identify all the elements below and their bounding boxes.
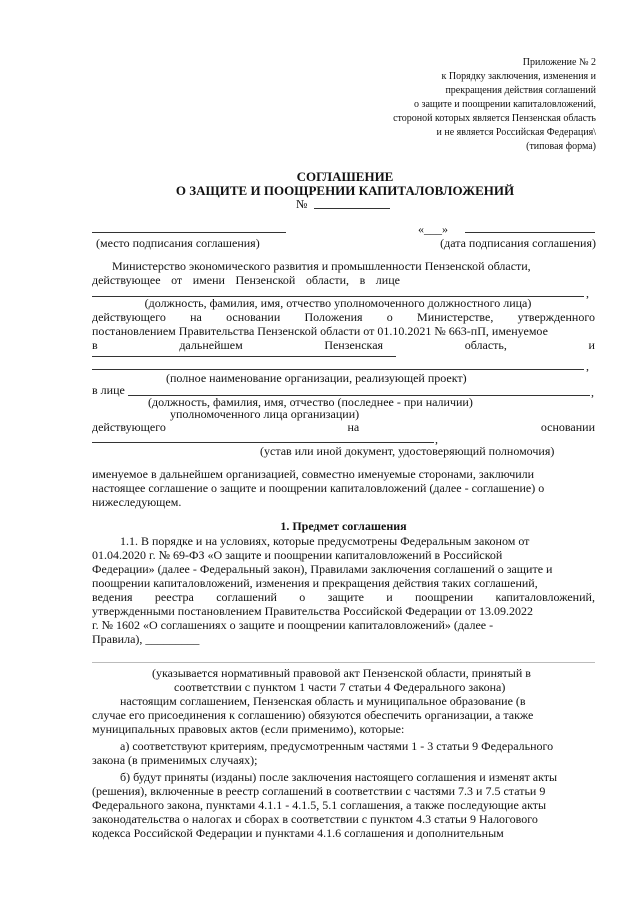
word: основании xyxy=(540,420,595,434)
charter-caption: (устав или иной документ, удостоверяющий полномочия) xyxy=(260,444,555,458)
text-line: настоящим соглашением, Пензенская область и муниципальное образование (в xyxy=(120,694,526,708)
text-line: настоящее соглашение о защите и поощрении капиталовложений (далее - соглашение) о xyxy=(92,481,545,495)
text-line: случае его присоединения к соглашению) обязуются обеспечить организации, а также xyxy=(92,708,534,722)
word: соглашений xyxy=(216,590,277,604)
word: основании xyxy=(226,310,281,324)
text-line-justified xyxy=(92,339,595,351)
list-item-b: законодательства о налогах и сборах в соответствии с пунктом 4.3 статьи 9 Налогового xyxy=(92,812,538,826)
org-blank xyxy=(92,369,584,370)
list-item-a: а) соответствуют критериям, предусмотренным частями 1 - 3 статьи 9 Федерального xyxy=(120,739,554,753)
person-caption: (должность, фамилия, имя, отчество (последнее - при наличии) xyxy=(148,395,473,409)
text-line-justified xyxy=(92,311,595,323)
official-caption: (должность, фамилия, имя, отчество уполномоченного должностного лица) xyxy=(144,296,532,310)
word: действующее xyxy=(92,273,161,287)
word: поощрении xyxy=(414,590,474,604)
word: область, xyxy=(464,338,507,352)
word: защите xyxy=(327,590,364,604)
word: лице xyxy=(375,273,400,287)
word: реестра xyxy=(154,590,194,604)
list-item-a: закона (в применимых случаях); xyxy=(92,753,258,767)
word: действующего xyxy=(92,310,166,324)
word: действующего xyxy=(92,420,166,434)
text-line: утвержденными постановлением Правительства Российской Федерации от 13.09.2022 xyxy=(92,604,533,618)
text-line: нижеследующем. xyxy=(92,495,182,509)
appendix-line: к Порядку заключения, изменения и xyxy=(441,71,596,82)
text-line: Министерство экономического развития и промышленности Пензенской области, xyxy=(112,259,531,273)
word: Пензенской xyxy=(235,273,296,287)
text-line: Федерации» (далее - Федеральный закон), Правилами заключения соглашений о защите и xyxy=(92,562,553,576)
text-line: 01.04.2020 г. № 69-ФЗ «О защите и поощрении капиталовложений в Российской xyxy=(92,548,503,562)
word: Министерстве, xyxy=(417,310,494,324)
comma: , xyxy=(591,385,594,399)
date-day-quote: «___» xyxy=(418,222,448,236)
section-heading: 1. Предмет соглашения xyxy=(280,519,407,533)
word: на xyxy=(347,420,360,434)
comma: , xyxy=(586,359,589,373)
in-person-label: в лице xyxy=(92,383,125,397)
charter-blank xyxy=(92,442,434,443)
appendix-line: о защите и поощрении капиталовложений, xyxy=(414,99,596,110)
list-item-b: б) будут приняты (изданы) после заключения настоящего соглашения и изменят акты xyxy=(120,770,558,784)
date-caption: (дата подписания соглашения) xyxy=(440,236,596,250)
word: и xyxy=(588,338,595,352)
list-item-b: Федерального закона, пунктами 4.1.1 - 4.1.5, 5.1 соглашения, а также последующие акты xyxy=(92,798,547,812)
comma: , xyxy=(435,432,438,446)
text-line: г. № 1602 «О соглашениях о защите и поощрении капиталовложений» (далее - xyxy=(92,618,494,632)
appendix-line: (типовая форма) xyxy=(526,141,596,152)
word: утвержденного xyxy=(517,310,595,324)
word: в xyxy=(92,338,98,352)
word: имени xyxy=(192,273,225,287)
text-line-justified xyxy=(92,421,595,433)
word: дальнейшем xyxy=(179,338,243,352)
text-line: 1.1. В порядке и на условиях, которые предусмотрены Федеральным законом от xyxy=(120,534,530,548)
word: Положения xyxy=(304,310,363,324)
text-line: именуемое в дальнейшем организацией, совместно именуемые сторонами, заключили xyxy=(92,467,535,481)
person-caption: уполномоченного лица организации) xyxy=(170,407,360,421)
act-blank xyxy=(92,662,595,663)
word: о xyxy=(299,590,306,604)
org-caption: (полное наименование организации, реализующей проект) xyxy=(166,371,467,385)
word: области, xyxy=(305,273,350,287)
appendix-line: стороной которых является Пензенская область xyxy=(393,113,596,124)
word: от xyxy=(171,273,183,287)
act-caption: соответствии с пунктом 1 части 7 статьи 4 Федерального закона) xyxy=(174,680,506,694)
list-item-b: кодекса Российской Федерации и пунктами 4.1.6 соглашения и дополнительным xyxy=(92,826,504,840)
appendix-line: Приложение № 2 xyxy=(522,57,596,68)
word: капиталовложений, xyxy=(495,590,595,604)
blank-line xyxy=(92,356,396,357)
list-item-b: (решения), включенные в реестр соглашений в соответствии с частями 7.3 и 7.5 статьи 9 xyxy=(92,784,546,798)
document-subtitle: О ЗАЩИТЕ И ПООЩРЕНИИ КАПИТАЛОВЛОЖЕНИЙ xyxy=(175,183,515,198)
appendix-line: прекращения действия соглашений xyxy=(445,85,596,96)
comma: , xyxy=(586,286,589,300)
text-line: поощрении капиталовложений, изменения и прекращения действия таких соглашений, xyxy=(92,576,538,590)
word: Пензенская xyxy=(324,338,384,352)
place-caption: (место подписания соглашения) xyxy=(96,236,260,250)
appendix-line: и не является Российская Федерация\ xyxy=(436,127,596,138)
act-caption: (указывается нормативный правовой акт Пензенской области, принятый в xyxy=(152,666,531,680)
word: в xyxy=(359,273,366,287)
number-label: № xyxy=(296,197,308,211)
text-line-justified xyxy=(92,274,400,286)
word: и xyxy=(386,590,393,604)
word: о xyxy=(386,310,393,324)
date-blank xyxy=(465,232,595,233)
text-line-justified xyxy=(92,591,595,603)
place-blank xyxy=(92,232,286,233)
word: на xyxy=(190,310,202,324)
number-blank xyxy=(314,208,390,209)
document-title: СОГЛАШЕНИЕ xyxy=(296,169,394,184)
word: ведения xyxy=(92,590,133,604)
text-line: Правила), _________ xyxy=(92,632,200,646)
text-line: муниципальных правовых актов (если применимо), которые: xyxy=(92,722,405,736)
text-line: постановлением Правительства Пензенской области от 01.10.2021 № 663-пП, именуемое xyxy=(92,324,548,338)
